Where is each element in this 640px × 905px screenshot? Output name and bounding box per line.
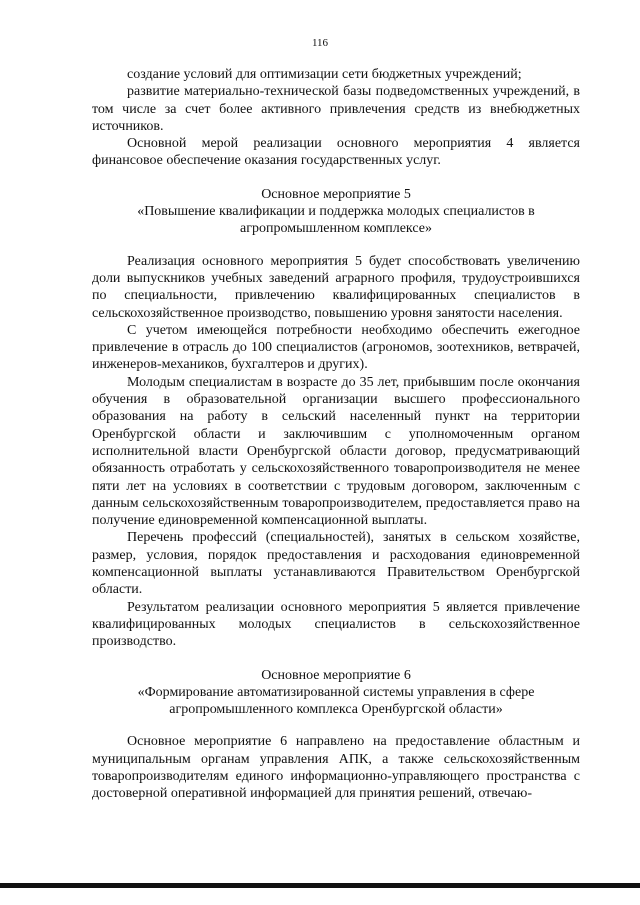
document-body xyxy=(92,66,580,803)
intro-item-3: Основной мерой реализации основного мероприятия 4 является финансовое обеспечение оказания государственных услуг. xyxy=(92,136,580,169)
intro-item-1: создание условий для оптимизации сети бюджетных учреждений; xyxy=(127,67,522,82)
section-6-paragraph-1: Основное мероприятие 6 направлено на предоставление областным и муниципальным органам управления АПК, а также сельскохозяйственным товаропроизводителям единого информационно-управляющего пространства с достоверной оперативной информацией для принятия решений, отвечаю- xyxy=(92,734,580,802)
page-number: 116 xyxy=(311,37,329,49)
bottom-rule xyxy=(0,883,640,888)
section-5-paragraph-1: Реализация основного мероприятия 5 будет способствовать увеличению доли выпускников учебных заведений аграрного профиля, трудоустроившихся по специальности, привлечению квалифицированных специалистов в сельскохозяйственное производство, повышению уровня занятости населения. xyxy=(92,253,580,321)
section-6-title: «Формирование автоматизированной системы управления в сфере агропромышленного комплекса Оренбургской области» xyxy=(137,684,535,718)
section-5-paragraph-5: Результатом реализации основного мероприятия 5 является привлечение квалифицированных молодых специалистов в сельскохозяйственное производство. xyxy=(92,599,580,650)
section-5-heading: Основное мероприятие 5 xyxy=(261,186,411,202)
section-5-paragraph-2: С учетом имеющейся потребности необходимо обеспечить ежегодное привлечение в отрасль до 100 специалистов (агрономов, зоотехников, ветврачей, инженеров-механиков, бухгалтеров и других). xyxy=(92,322,580,373)
section-5-paragraph-4: Перечень профессий (специальностей), занятых в сельском хозяйстве, размер, условия, порядок предоставления и расходования единовременной компенсационной выплаты устанавливаются Правительством Оренбургской области. xyxy=(92,530,580,598)
section-5-paragraph-3: Молодым специалистам в возрасте до 35 лет, прибывшим после окончания обучения в образовательной организации высшего профессионального образования на работу в сельский населенный пункт на территории Оренбургской области и заключившим с уполномоченным органом исполнительной власти Оренбургской области договор, предусматривающий обязанность отработать у сельскохозяйственного товаропроизводителя не менее пяти лет на условиях в соответствии с трудовым договором, заключенным с данным сельскохозяйственным товаропроизводителем, предоставляется право на получение единовременной компенсационной выплаты. xyxy=(92,374,580,529)
section-5-title: «Повышение квалификации и поддержка молодых специалистов в агропромышленном комплексе» xyxy=(137,204,535,237)
section-6-heading: Основное мероприятие 6 xyxy=(261,667,411,683)
intro-item-2: развитие материально-технической базы подведомственных учреждений, в том числе за счет более активного привлечения средств из внебюджетных источников. xyxy=(92,84,580,134)
